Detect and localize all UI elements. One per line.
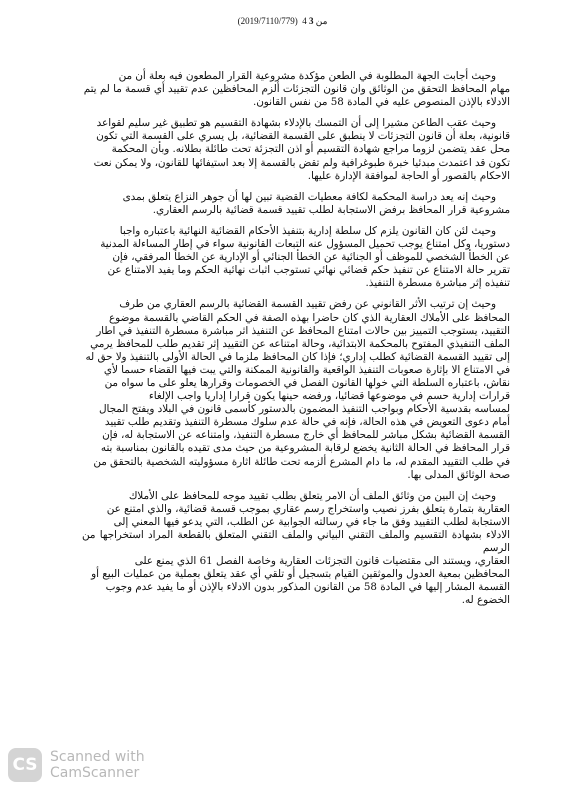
- paragraph-legal-effect: وحيث إن ترتيب الأثر القانوني عن رفض تقييد القسمة القضائية بالرسم العقاري من طرف المحافظ على الأملاك العقارية الذي كان حاضرا بهذه الصفة في الحكم القاضي بالقسمة موضوع التقييد، يستوجب التمييز بين حالات امتناع المحافظ عن التنفيذ اثر مباشرة مسطرة التنفيذ في اطار الملف التنفيذي المفتوح بالمحكمة الابتدائية، وحالة امتناعه عن التقييد إثر تقديم طلب للمحافظ يرمي إلى تقييد القسمة القضائية كطلب إداري؛ فإذا كان المحافظ ملزما في الحالة الأولى بالتنفيذ ولا حق له في الامتناع الا بإثارة صعوبات التنفيذ الواقعية والقانونية الممكنة والتي يبت فيها القضاء حسما لأي نقاش، باعتباره السلطة التي خولها القانون الفصل في الخصومات وقرارها يعلو على ما سواه من قرارات إدارية حسم في موضوعها قضائيا، ورفضه حينها يكون قرارا إداريا واجب الإلغاء لمساسه بقدسية الأحكام وبواجب التنفيذ المضمون بالدستور كأسمى قانون في البلاد ويفتح المجال أمام دعوى التعويض في هذه الحالة، فإنه في حالة عدم سلوك مسطرة التنفيذ وتقديم طلب تقييد القسمة القضائية بشكل مباشر للمحافظ أي خارج مسطرة التنفيذ، وامتناعه عن الاستجابة له، فإن قرار المحافظ في الحالة الثانية يخضع لرقابة المشروعية من حيث مدى تقيده بالقانون بمناسبة بته في طلب التقييد المقدم له، ما دام المشرع ألزمه تحت طائلة اثارة مسؤوليته الشخصية بالتحقق من صحة الوثائق المدلى بها.: [85, 298, 510, 481]
- camscanner-logo-icon: CS: [8, 748, 42, 782]
- camscanner-watermark: [8, 748, 145, 782]
- document-body: [82, 70, 510, 616]
- paragraph-appellant-reply: وحيث عقب الطاعن مشيرا إلى أن التمسك بالإدلاء بشهادة التقسيم هو تطبيق غير سليم لقواعد قانونية، بعلة أن قانون التجزئات لا ينطبق على القسمة القضائية، بل يسري على القسمة التي تكون محل عقد يتضمن لزوما مراجع شهادة التقسيم أو اذن التجزئة تحت طائلة بطلانه. وبأن المحكمة تكون قد اعتمدت مبدئيا خبرة طبوغرافية ولم تقض بالقسمة إلا بعد استيفائها للقانون، ولا يمكن نعت الاحكام بالقصور أو الحاجة لموافقة الإدارة عليها.: [93, 117, 510, 182]
- page-number: 3: [309, 16, 314, 26]
- paragraph-court-study: وحيث إنه يعد دراسة المحكمة لكافة معطيات القضية تبين لها أن جوهر النزاع يتعلق بمدى مشروعية قرار المحافظ برفض الاستجابة لطلب تقييد قسمة قضائية بالرسم العقاري.: [122, 190, 510, 216]
- page-header: [0, 16, 565, 27]
- reference-number: (2019/7110/779): [237, 16, 298, 26]
- page-of: من 4: [302, 16, 328, 26]
- paragraph-case-facts: وحيث إن البين من وثائق الملف أن الامر يتعلق بطلب تقييد موجه للمحافظ على الأملاك العقارية بتمارة يتعلق بفرز نصيب واستخراج رسم عقاري بموجب قسمة قضائية، والذي امتنع عن الاستجابة لطلب التقييد وفق ما جاء في رسالته الجوابية عن الطلب، التي يدعو فيها المعني إلى الادلاء بشهادة التقسيم والملف التقني البياني والملف التقني المتعلق بالقطعة المراد استخراجها من الرسم العقاري، ويستند الى مقتضيات قانون التجزئات العقارية وخاصة الفصل 61 الذي يمنع على المحافظين بمعية العدول والموثقين القيام بتسجيل أو تلقي أي عقد يتعلق بعملية من عمليات البيع أو القسمة المشار إليها في المادة 58 من القانون المذكور بدون الادلاء بالإذن أو ما يفيد عدم وجوب الخضوع له.: [82, 489, 510, 607]
- watermark-line-1: Scanned with: [50, 749, 145, 765]
- paragraph-execution-duty: وحيث لئن كان القانون يلزم كل سلطة إدارية بتنفيذ الأحكام القضائية النهائية باعتباره واجبا دستوريا، وكل امتناع يوجب تحميل المسؤول عنه التبعات القانونية سواء في إطار المساءلة المدنية عن الخطأ الشخصي للموظف أو الجنائية عن الخطأ الجنائي أو الإدارية عن الخطأ المرفقي، فإن تقرير حالة الامتناع عن تنفيذ حكم قضائي نهائي تستوجب اثبات نهائية الحكم وما يفيد الامتناع عن تنفيذه إثر مباشرة مسطرة التنفيذ.: [100, 224, 510, 290]
- paragraph-appeal-response: وحيث أجابت الجهة المطلوبة في الطعن مؤكدة مشروعية القرار المطعون فيه بعلة أن من مهام المحافظ التحقق من الوثائق وان قانون التجزئات ألزم المحافظين عدم تقييد أي قسمة ما لم يتم الادلاء بالإذن المنصوص عليه في المادة 58 من نفس القانون.: [83, 70, 510, 109]
- watermark-line-2: CamScanner: [50, 765, 140, 781]
- watermark-text: [50, 749, 145, 781]
